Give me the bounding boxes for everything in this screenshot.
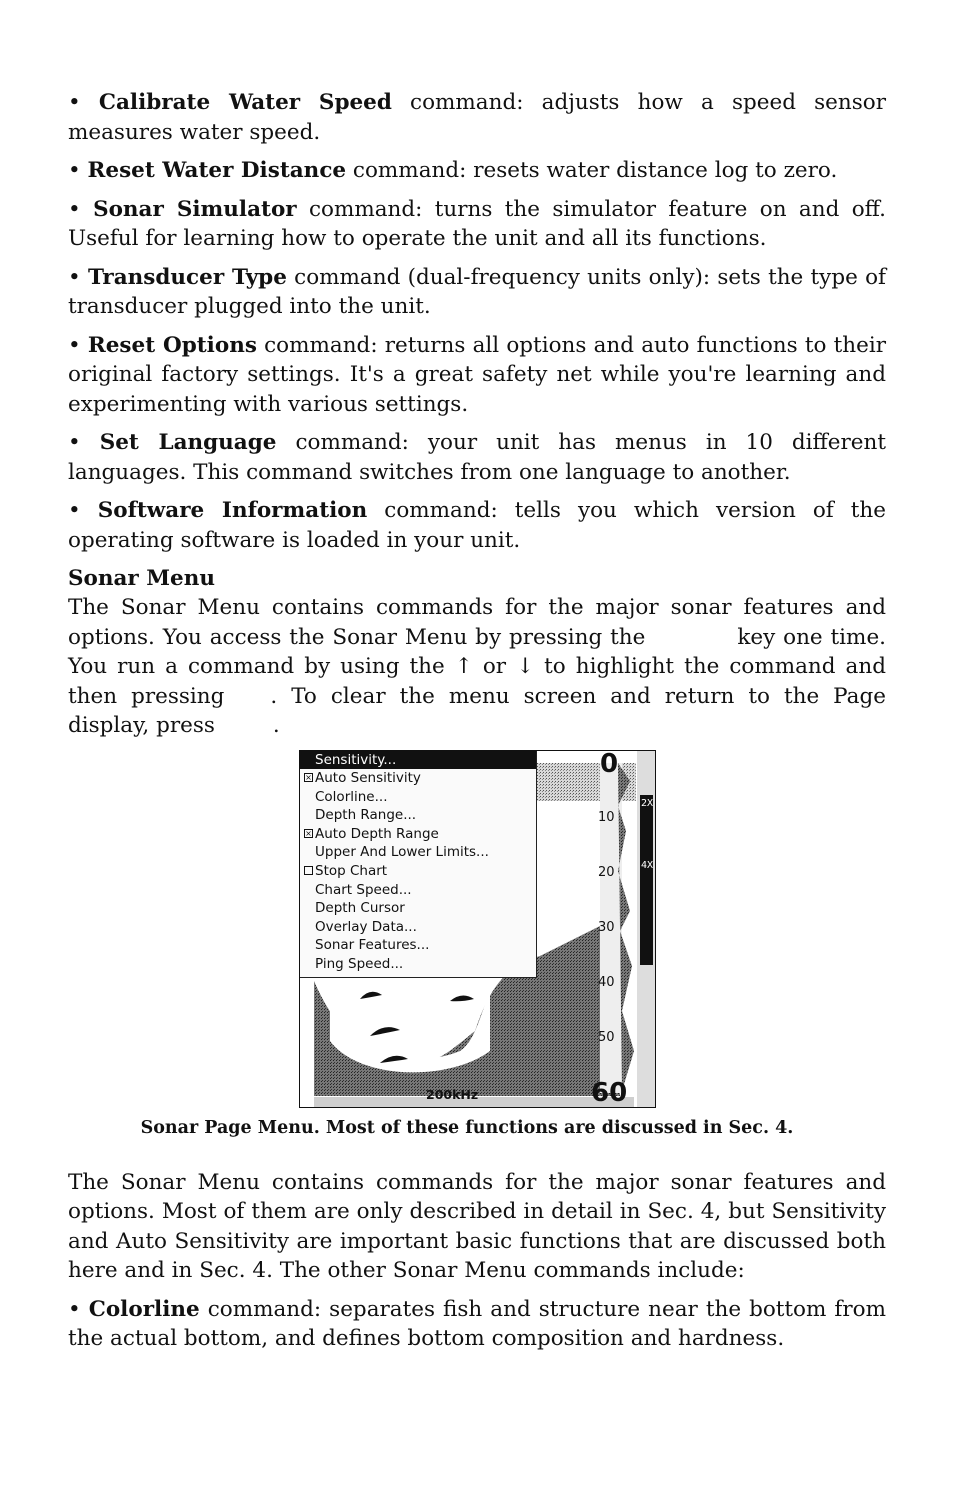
bullet-item — [68, 88, 886, 147]
zoom-4x-label: 4X — [641, 859, 654, 871]
bullet-item — [68, 263, 886, 322]
sonar-menu-intro — [68, 593, 886, 741]
menu-item-label: Colorline... — [315, 788, 388, 805]
menu-item-label: Overlay Data... — [315, 918, 417, 935]
menu-item-depth-cursor[interactable] — [300, 899, 536, 918]
sonar-page-menu — [300, 751, 537, 978]
bullet-dot: • — [68, 332, 81, 358]
bullet-text: command: resets water distance log to zero. — [346, 158, 838, 183]
menu-item-stop-chart[interactable] — [300, 862, 536, 881]
bullet-item — [68, 156, 886, 186]
after-paragraph: The Sonar Menu contains commands for the major sonar features and options. Most of them are only described in detail in Sec. 4, but Sensitivity and Auto Sensitivity are important basic functions that are discussed both here and in Sec. 4. The other Sonar Menu commands include: — [68, 1169, 886, 1283]
bullet-text: command: tells you which version of the operating software is loaded in your unit. — [68, 498, 886, 553]
menu-item-label: Auto Sensitivity — [315, 770, 421, 787]
intro-text-3: . To clear the menu screen and return to the Page display, press — [68, 683, 886, 738]
bullet-text: command (dual-frequency units only): sets the type of transducer plugged into the unit. — [68, 264, 886, 319]
bullet-dot: • — [68, 90, 81, 115]
page-content — [68, 88, 886, 1363]
bullet-dot: • — [68, 264, 81, 290]
bullet-text: command: turns the simulator feature on and off. Useful for learning how to operate the unit and all its functions. — [68, 196, 886, 251]
menu-item-label: Stop Chart — [315, 863, 388, 880]
intro-text-4: . — [272, 713, 280, 738]
bullet-dot: • — [68, 1296, 81, 1322]
menu-item-label: Depth Cursor — [315, 900, 405, 917]
menu-item-sonar-features[interactable] — [300, 936, 536, 955]
depth-tick-label: 50 — [598, 1029, 615, 1045]
menu-item-label: Sensitivity... — [315, 751, 397, 768]
menu-item-auto-sensitivity[interactable] — [300, 769, 536, 788]
bullet-item — [68, 428, 886, 487]
menu-item-colorline[interactable] — [300, 788, 536, 807]
menu-item-label: Auto Depth Range — [315, 825, 439, 842]
depth-tick-label: 40 — [598, 974, 615, 990]
menu-item-label: Upper And Lower Limits... — [315, 844, 489, 861]
bullet-text: command: separates fish and structure near the bottom from the actual bottom, and defines bottom composition and hardness. — [68, 1296, 886, 1351]
menu-item-sensitivity[interactable] — [300, 751, 536, 770]
bullet-text: command: returns all options and auto functions to their original factory settings. It's a great safety net while you're learning and experimenting with various settings. — [68, 332, 886, 417]
menu-item-depth-range[interactable] — [300, 806, 536, 825]
bullet-term: Software Information — [97, 498, 368, 523]
zoom-2x-label: 2X — [641, 797, 654, 809]
menu-item-chart-speed[interactable] — [300, 881, 536, 900]
intro-text-1: The Sonar Menu contains commands for the major sonar features and options. You access the Sonar Menu by pressing the — [68, 595, 886, 650]
bullet-list-top — [68, 88, 886, 555]
menu-item-label: Chart Speed... — [315, 881, 412, 898]
bullet-item — [68, 331, 886, 420]
checkbox-checked-icon[interactable]: × — [305, 773, 312, 783]
bullet-dot: • — [68, 158, 81, 183]
bullet-term: Colorline — [88, 1296, 200, 1322]
figure-caption: Sonar Page Menu. Most of these functions are discussed in Sec. 4. — [140, 1117, 794, 1138]
bullet-term: Calibrate Water Speed — [98, 90, 392, 115]
checkbox-unchecked-icon[interactable] — [304, 866, 313, 875]
sonar-menu-section — [68, 564, 886, 741]
menu-item-label: Depth Range... — [315, 807, 417, 824]
bullet-dot: • — [68, 196, 81, 222]
depth-tick-label: 10 — [598, 809, 615, 825]
menu-item-label: Sonar Features... — [315, 937, 430, 954]
bullet-term: Set Language — [99, 430, 277, 455]
menu-item-ping-speed[interactable] — [300, 955, 536, 974]
depth-tick-label: 20 — [598, 864, 615, 880]
bullet-text: command: your unit has menus in 10 different languages. This command switches from one language to another. — [68, 430, 887, 485]
zoom-bar-indicator — [640, 795, 653, 965]
menu-item-overlay-data[interactable] — [300, 918, 536, 937]
bullet-text: command: adjusts how a speed sensor measures water speed. — [68, 90, 886, 145]
bullet-dot: • — [68, 498, 81, 523]
depth-top-label: 0 — [600, 749, 619, 779]
bullet-list-bottom — [68, 1295, 886, 1354]
bullet-term: Reset Water Distance — [87, 158, 347, 183]
bullet-dot: • — [68, 430, 81, 455]
menu-item-upper-and-lower-limits[interactable] — [300, 843, 536, 862]
depth-bottom-label: 60 — [591, 1077, 628, 1108]
sonar-figure — [68, 750, 886, 1108]
bullet-item — [68, 1295, 886, 1354]
bullet-term: Reset Options — [87, 332, 257, 358]
depth-tick-label: 30 — [598, 919, 615, 935]
menu-item-label: Ping Speed... — [315, 956, 404, 973]
bullet-term: Sonar Simulator — [93, 196, 297, 222]
sonar-screen — [299, 750, 656, 1108]
bullet-term: Transducer Type — [87, 264, 287, 290]
section-heading: Sonar Menu — [68, 566, 215, 591]
checkbox-checked-icon[interactable]: × — [305, 828, 312, 838]
bullet-item — [68, 195, 886, 254]
bullet-item — [68, 496, 886, 555]
menu-item-auto-depth-range[interactable] — [300, 825, 536, 844]
intro-text-2: key one time. You run a command by using the ↑ or ↓ to highlight the command and then pressing — [68, 624, 886, 709]
frequency-label: 200kHz — [426, 1086, 479, 1102]
